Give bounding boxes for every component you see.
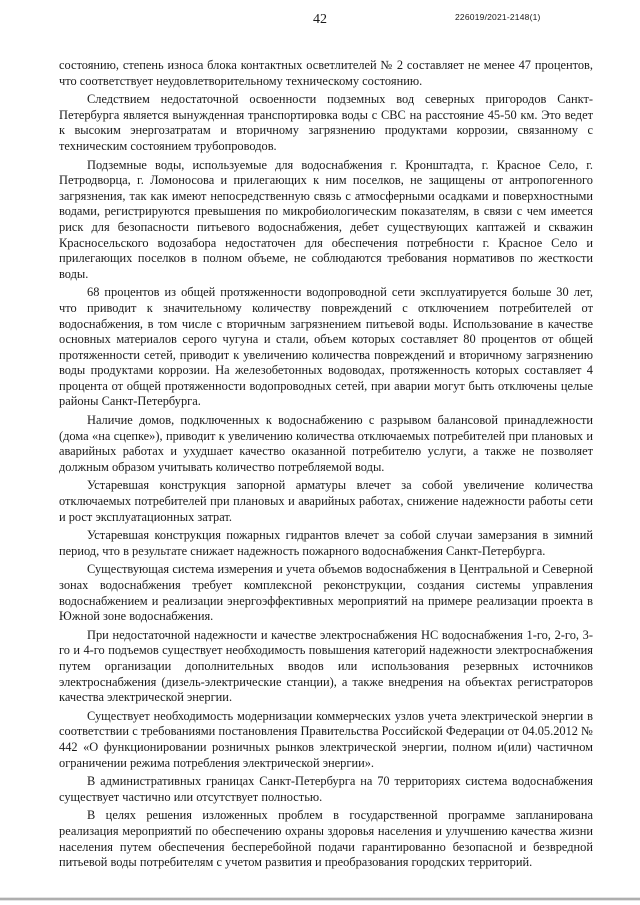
paragraph: состоянию, степень износа блока контактных осветлителей № 2 составляет не менее 47 процентов, что соответствует неудовлетворительному техническому состоянию. [59,58,593,88]
paragraph: При недостаточной надежности и качестве электроснабжения НС водоснабжения 1-го, 2-го, 3-го и 4-го подъемов существует необходимость повышения категорий надежности электроснабжения путем организации дополнительных вводов или использования резервных источников электроснабжения (дизель-электрические станции), а также внедрения на объектах регистраторов качества электрической энергии. [59,627,593,705]
paragraph: Наличие домов, подключенных к водоснабжению с разрывом балансовой принадлежности (дома «на сцепке»), приводит к увеличению количества отключаемых потребителей при плановых и аварийных работах и ухудшает качество оказанной потребителю услуги, а также не позволяет должным образом учитывать количество потребляемой воды. [59,413,593,474]
paragraph: Существующая система измерения и учета объемов водоснабжения в Центральной и Северной зонах водоснабжения требует комплексной реконструкции, создания системы управления водоснабжением и реализации энергоэффективных мероприятий на примере реализации проекта в Южной зоне водоснабжения. [59,562,593,624]
paragraph: Существует необходимость модернизации коммерческих узлов учета электрической энергии в соответствии с требованиями постановления Правительства Российской Федерации от 04.05.2012 № 442 «О функционировании розничных рынков электрической энергии, полном и(или) частичном ограничении режима потребления электрической энергии». [59,708,593,770]
paragraph: Устаревшая конструкция пожарных гидрантов влечет за собой случаи замерзания в зимний период, что в результате снижает надежность пожарного водоснабжения Санкт-Петербурга. [59,528,593,558]
paragraph: В целях решения изложенных проблем в государственной программе запланирована реализация мероприятий по обеспечению охраны здоровья населения и улучшению качества жизни населения путем обеспечения бесперебойной подачи гарантированно безопасной и безвредной питьевой воды потребителям с учетом развития и преобразования городских территорий. [59,808,593,870]
paragraph: В административных границах Санкт-Петербурга на 70 территориях система водоснабжения существует частично или отсутствует полностью. [59,774,593,804]
scan-edge-line [0,897,640,901]
document-code: 226019/2021-2148(1) [455,12,541,22]
paragraph: 68 процентов из общей протяженности водопроводной сети эксплуатируется больше 30 лет, что приводит к значительному количеству повреждений с отключением потребителей от водоснабжения, в том числе с вторичным загрязнением питьевой воды. Использование в качестве основных материалов серого чугуна и стали, объем которых составляет 80 процентов от общей протяженности сетей, приводит к увеличению количества повреждений и вторичному загрязнению воды продуктами коррозии. На железобетонных водоводах, протяженность которых составляет 4 процента от общей протяженности водопроводных сетей, при аварии могут быть отключены целые районы Санкт-Петербурга. [59,285,593,409]
paragraph: Следствием недостаточной освоенности подземных вод северных пригородов Санкт-Петербурга является вынужденная транспортировка воды с СВС на расстояние 45-50 км. Это ведет к высоким энергозатратам и вторичному загрязнению продуктами коррозии, связанному с техническим состоянием трубопроводов. [59,92,593,153]
page-number: 42 [313,12,327,27]
document-body [59,58,593,874]
paragraph: Устаревшая конструкция запорной арматуры влечет за собой увеличение количества отключаемых потребителей при плановых и аварийных работах, снижение надежности работы сети и рост эксплуатационных затрат. [59,478,593,524]
paragraph: Подземные воды, используемые для водоснабжения г. Кронштадта, г. Красное Село, г. Петродворца, г. Ломоносова и прилегающих к ним поселков, не защищены от антропогенного загрязнения, так как имеют непосредственную связь с атмосферными осадками и поверхностными водами, регистрируются превышения по микробиологическим показателям, в связи с чем имеется риск для безопасности питьевого водоснабжения, дебет существующих каптажей и скважин Красносельского водозабора недостаточен для обеспечения потребности г. Красное Село и прилегающих поселков в полном объеме, не соблюдаются требования нормативов по жесткости воды. [59,157,593,281]
